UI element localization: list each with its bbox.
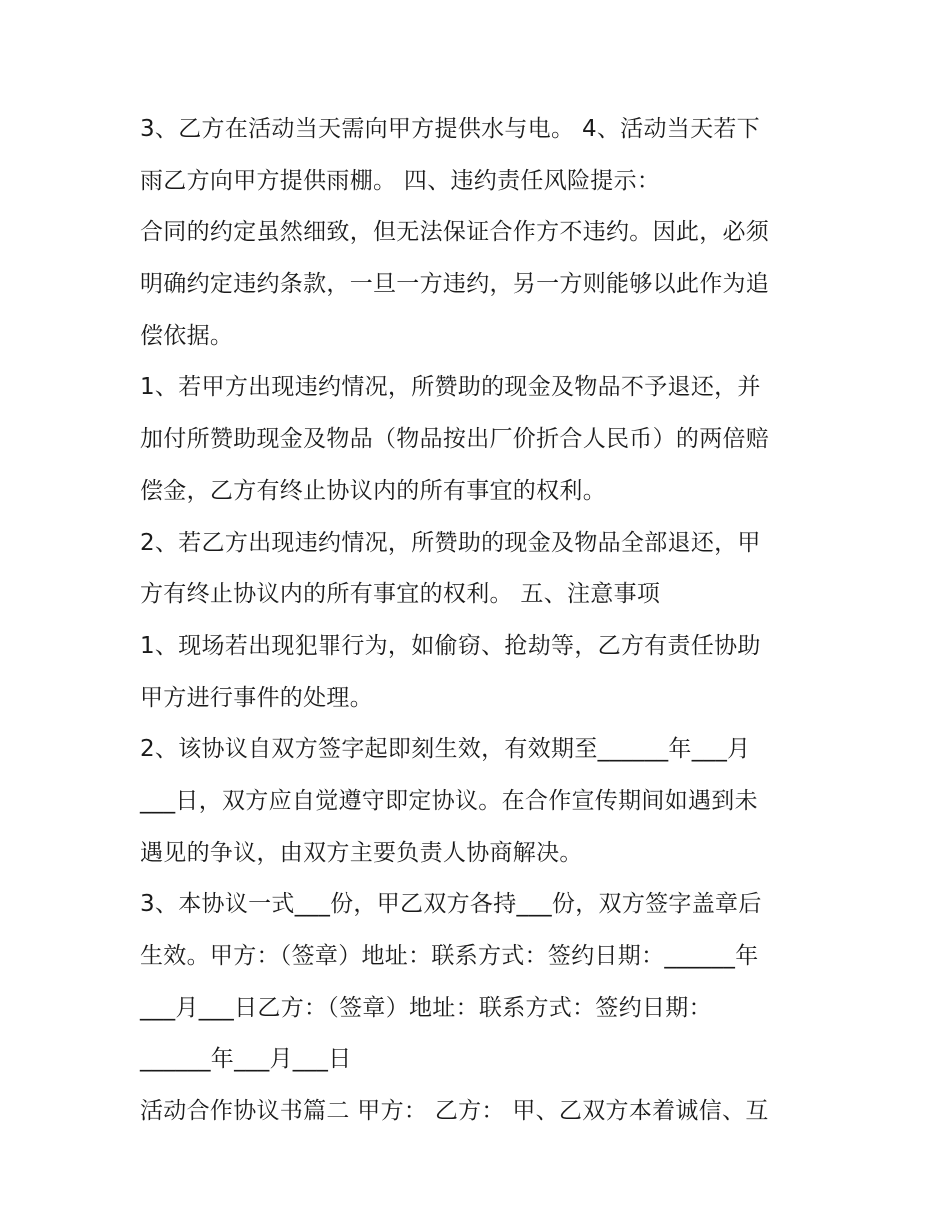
text-line: 雨乙方向甲方提供雨棚。 四、违约责任风险提示：: [140, 167, 661, 194]
text-line: 3、乙方在活动当天需向甲方提供水与电。 4、活动当天若下: [140, 116, 760, 142]
text-line: 明确约定违约条款，一旦一方违约，另一方则能够以此作为追: [140, 271, 770, 298]
text-line: 活动合作协议书篇二 甲方： 乙方： 甲、乙双方本着诚信、互: [140, 1098, 769, 1125]
text-line: 偿金，乙方有终止协议内的所有事宜的权利。: [140, 477, 606, 504]
text-line: 遇见的争议，由双方主要负责人协商解决。: [140, 839, 583, 866]
text-line: 3、本协议一式___份，甲乙双方各持___份，双方签字盖章后: [140, 891, 762, 918]
document-body: [140, 104, 820, 1138]
text-line: 生效。甲方：（签章）地址：联系方式：签约日期：______年: [140, 943, 759, 969]
text-line: 2、若乙方出现违约情况，所赞助的现金及物品全部退还，甲: [140, 529, 761, 556]
text-line: 加付所赞助现金及物品（物品按出厂价折合人民币）的两倍赔: [140, 426, 770, 453]
text-line: 合同的约定虽然细致，但无法保证合作方不违约。因此，必须: [140, 219, 770, 246]
text-line: ___月___日乙方：（签章）地址：联系方式：签约日期：: [140, 994, 712, 1021]
text-line: ___日，双方应自觉遵守即定协议。在合作宣传期间如遇到未: [140, 787, 758, 814]
text-line: 1、现场若出现犯罪行为，如偷窃、抢劫等，乙方有责任协助: [140, 632, 761, 659]
text-line: 2、该协议自双方签字起即刻生效，有效期至______年___月: [140, 736, 751, 763]
text-line: 偿依据。: [140, 322, 234, 349]
text-line: 方有终止协议内的所有事宜的权利。 五、注意事项: [140, 581, 661, 608]
text-line: 1、若甲方出现违约情况，所赞助的现金及物品不予退还，并: [140, 374, 761, 401]
text-line: ______年___月___日: [140, 1046, 352, 1073]
text-line: 甲方进行事件的处理。: [140, 684, 373, 711]
